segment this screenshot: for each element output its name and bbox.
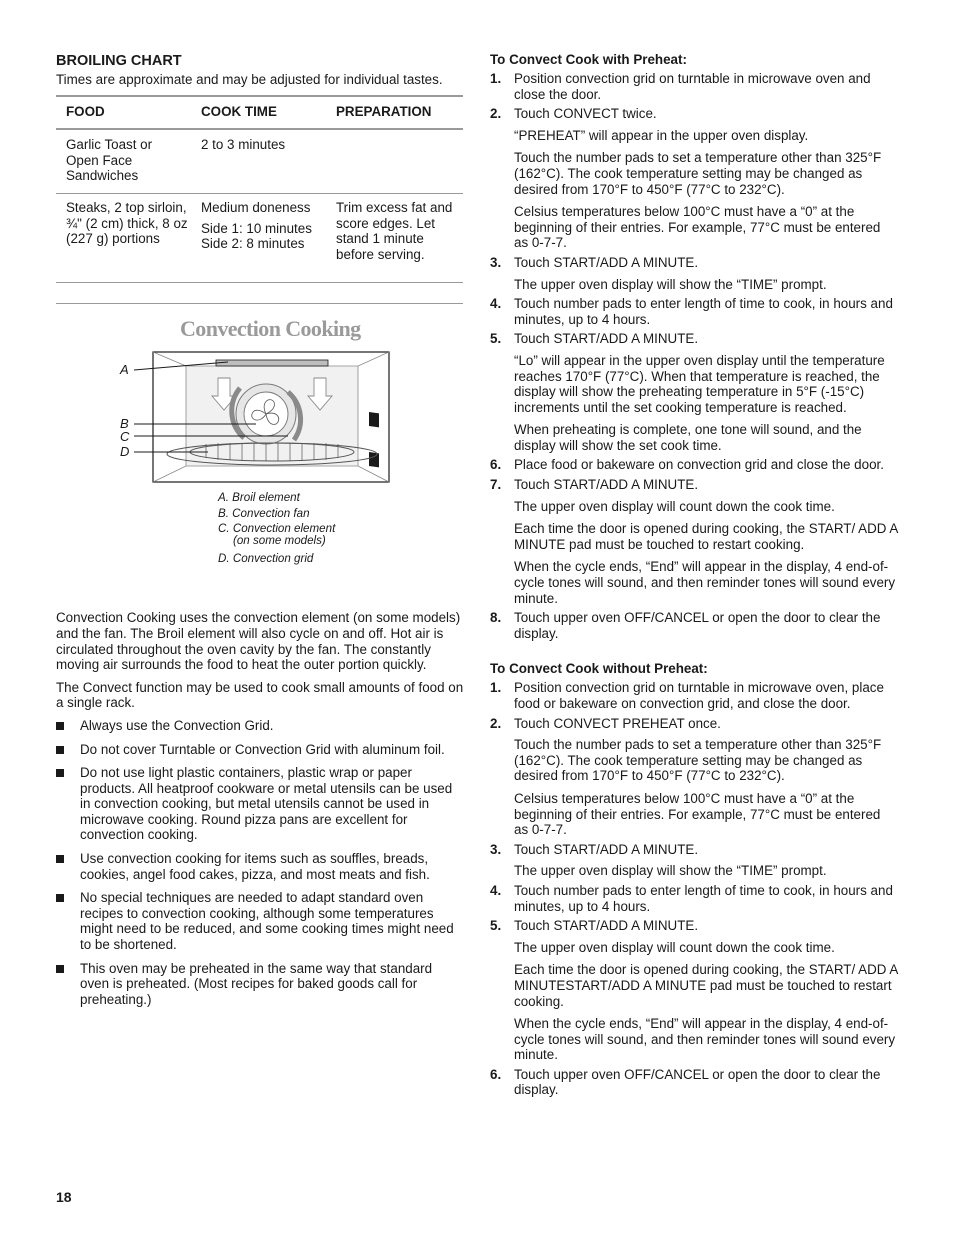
step-note: The upper oven display will count down the cook time.	[514, 498, 835, 514]
step-text: Touch number pads to enter length of time to cook, in hours and minutes, up to 4 hours.	[514, 882, 893, 914]
step-note: “PREHEAT” will appear in the upper oven display.	[514, 127, 809, 143]
step-text: Touch START/ADD A MINUTE.	[514, 918, 699, 934]
without-preheat-title: To Convect Cook without Preheat:	[490, 661, 708, 677]
with-preheat-title: To Convect Cook with Preheat:	[490, 52, 687, 67]
step-note: Celsius temperatures below 100°C must have a “0” at the beginning of their entries. For example, 77°C must be entered as 0-7-7.	[514, 790, 881, 838]
header-food: FOOD	[56, 96, 191, 130]
step-note: Touch the number pads to set a temperature other than 325°F (162°C). The cook temperature setting may be changed as desired from 170°F to 450°F (77°C to 232°C).	[514, 150, 882, 197]
diagram-letter-c: C	[120, 429, 130, 445]
cell-cook-time	[191, 129, 326, 193]
cell-preparation: Trim excess fat and score edges. Let stand 1 minute before serving.	[326, 193, 463, 282]
legend-b: B. Convection fan	[218, 507, 310, 521]
step-number: 4.	[490, 296, 502, 312]
step-item	[490, 255, 898, 292]
step-item	[490, 106, 898, 251]
cook-time-sides: Side 1: 10 minutes Side 2: 8 minutes	[201, 220, 312, 252]
step-text: Touch CONVECT twice.	[514, 106, 657, 122]
convection-cooking-title: Convection Cooking	[180, 316, 361, 342]
broiling-chart-table	[56, 95, 463, 284]
list-item: Use convection cooking for items such as souffles, breads, cookies, angel food cakes, pizza, and most meats and fish.	[56, 851, 464, 882]
step-item	[490, 918, 898, 1063]
step-number: 2.	[490, 106, 502, 122]
cell-preparation	[326, 129, 463, 193]
step-number: 5.	[490, 918, 502, 934]
step-text: Touch number pads to enter length of time to cook, in hours and minutes, up to 4 hours.	[514, 296, 893, 327]
step-item	[490, 296, 898, 327]
header-cook-time: COOK TIME	[191, 96, 326, 130]
step-item	[490, 610, 898, 641]
step-number: 6.	[490, 457, 502, 473]
right-column	[490, 52, 898, 1102]
step-note: “Lo” will appear in the upper oven display until the temperature reaches 170°F (77°C). When that temperature is reached, the display will show the preheating temperature in 5°F (-15°C) increments until the set cooking temperature is reached.	[514, 352, 885, 415]
cell-cook-time	[191, 193, 326, 282]
legend-d: D. Convection grid	[218, 552, 314, 566]
left-column	[56, 52, 464, 1015]
convection-bullet-list	[56, 718, 464, 1008]
cell-food: Garlic Toast or Open Face Sandwiches	[56, 129, 191, 193]
cook-time-line: Medium doneness	[201, 199, 311, 215]
oven-diagram	[56, 348, 464, 588]
list-item: This oven may be preheated in the same way that standard oven is preheated. (Most recipes for baked goods call for preheating.)	[56, 961, 464, 1008]
bullet-square-icon	[56, 855, 64, 863]
paragraph: Convection Cooking uses the convection element (on some models) and the fan. The Broil element will also cycle on and off. Hot air is circulated throughout the oven cavity by the fan. The constantly moving air surrounds the food to heat the outer portion quickly.	[56, 610, 461, 673]
bullet-square-icon	[56, 965, 64, 973]
list-item: No special techniques are needed to adapt standard oven recipes to convection cooking, although some temperatures might need to be reduced, and some cooking times might need to be shortened.	[56, 890, 464, 952]
step-note: When the cycle ends, “End” will appear in the display, 4 end-of-cycle tones will sound, and then reminder tones will sound every minute.	[514, 1016, 896, 1063]
step-note: The upper oven display will show the “TIME” prompt.	[514, 276, 827, 292]
bullet-square-icon	[56, 894, 64, 902]
legend-c-note: (on some models)	[233, 534, 326, 548]
header-preparation: PREPARATION	[326, 96, 463, 130]
step-note: Celsius temperatures below 100°C must have a “0” at the beginning of their entries. For example, 77°C must be entered as 0-7-7.	[514, 204, 881, 251]
table-row	[56, 129, 463, 193]
step-number: 1.	[490, 71, 502, 86]
step-text: Touch upper oven OFF/CANCEL or open the door to clear the display.	[514, 610, 881, 641]
table-header-row	[56, 96, 463, 130]
without-preheat-steps	[490, 680, 898, 1098]
diagram-letter-b: B	[120, 416, 129, 432]
step-item	[490, 680, 898, 711]
step-item	[490, 457, 898, 473]
bullet-square-icon	[56, 722, 64, 730]
cell-food: Steaks, 2 top sirloin, ¾" (2 cm) thick, 8 oz (227 g) portions	[56, 193, 191, 282]
step-text: Position convection grid on turntable in microwave oven and close the door.	[514, 71, 871, 102]
step-note: The upper oven display will count down the cook time.	[514, 939, 835, 955]
step-item	[490, 716, 898, 838]
paragraph: The Convect function may be used to cook small amounts of food on a single rack.	[56, 679, 464, 711]
step-item	[490, 477, 898, 606]
step-text: Position convection grid on turntable in microwave oven, place food or bakeware on convection grid, and close the door.	[514, 680, 884, 711]
broiling-chart-title: BROILING CHART	[56, 53, 182, 69]
page-number: 18	[56, 1189, 72, 1205]
step-note: When the cycle ends, “End” will appear in the display, 4 end-of-cycle tones will sound, and then reminder tones will sound every minute.	[514, 559, 896, 606]
broiling-chart-subtitle: Times are approximate and may be adjusted for individual tastes.	[56, 72, 443, 87]
list-item: Do not cover Turntable or Convection Grid with aluminum foil.	[56, 742, 464, 758]
step-item	[490, 842, 898, 879]
legend-a: A. Broil element	[218, 491, 300, 505]
diagram-legend	[218, 490, 335, 567]
step-number: 1.	[490, 680, 502, 696]
step-note: Each time the door is opened during cooking, the START/ ADD A MINUTE pad must be touched to restart cooking.	[514, 521, 898, 552]
step-item	[490, 1067, 898, 1098]
step-text: Touch START/ADD A MINUTE.	[514, 331, 699, 347]
diagram-letter-d: D	[120, 444, 130, 460]
list-item: Always use the Convection Grid.	[56, 718, 464, 734]
with-preheat-steps	[490, 71, 898, 641]
step-number: 8.	[490, 610, 502, 626]
step-number: 2.	[490, 715, 502, 731]
step-item	[490, 883, 898, 914]
diagram-letter-a: A	[120, 362, 129, 378]
step-number: 3.	[490, 841, 502, 857]
step-number: 3.	[490, 254, 502, 270]
legend-c: C. Convection element	[218, 522, 336, 536]
step-number: 4.	[490, 882, 502, 898]
step-text: Touch START/ADD A MINUTE.	[514, 477, 699, 493]
step-note: When preheating is complete, one tone will sound, and the display will show the set cook time.	[514, 422, 862, 453]
list-item: Do not use light plastic containers, plastic wrap or paper products. All heatproof cookware or metal utensils can be used in convection cooking, but metal utensils cannot be used in microwave cooking. Round pizza pans are excellent for convection cooking.	[56, 765, 464, 843]
step-item	[490, 331, 898, 453]
step-number: 5.	[490, 331, 502, 347]
step-text: Touch upper oven OFF/CANCEL or open the door to clear the display.	[514, 1066, 881, 1098]
step-note: The upper oven display will show the “TIME” prompt.	[514, 863, 827, 879]
step-number: 7.	[490, 477, 502, 493]
step-text: Touch START/ADD A MINUTE.	[514, 254, 699, 270]
step-note: Each time the door is opened during cooking, the START/ ADD A MINUTESTART/ADD A MINUTE pad must be touched to restart cooking.	[514, 962, 898, 1009]
step-text: Touch CONVECT PREHEAT once.	[514, 715, 721, 731]
step-text: Touch START/ADD A MINUTE.	[514, 841, 699, 857]
convection-description	[56, 610, 464, 711]
step-note: Touch the number pads to set a temperature other than 325°F (162°C). The cook temperature setting may be changed as desired from 170°F to 450°F (77°C to 232°C).	[514, 737, 882, 784]
step-item	[490, 71, 898, 102]
bullet-square-icon	[56, 769, 64, 777]
table-row	[56, 193, 463, 282]
step-text: Place food or bakeware on convection grid and close the door.	[514, 457, 884, 473]
step-number: 6.	[490, 1066, 502, 1082]
cook-time-line: 2 to 3 minutes	[201, 137, 286, 153]
bullet-square-icon	[56, 746, 64, 754]
section-divider	[56, 303, 463, 304]
